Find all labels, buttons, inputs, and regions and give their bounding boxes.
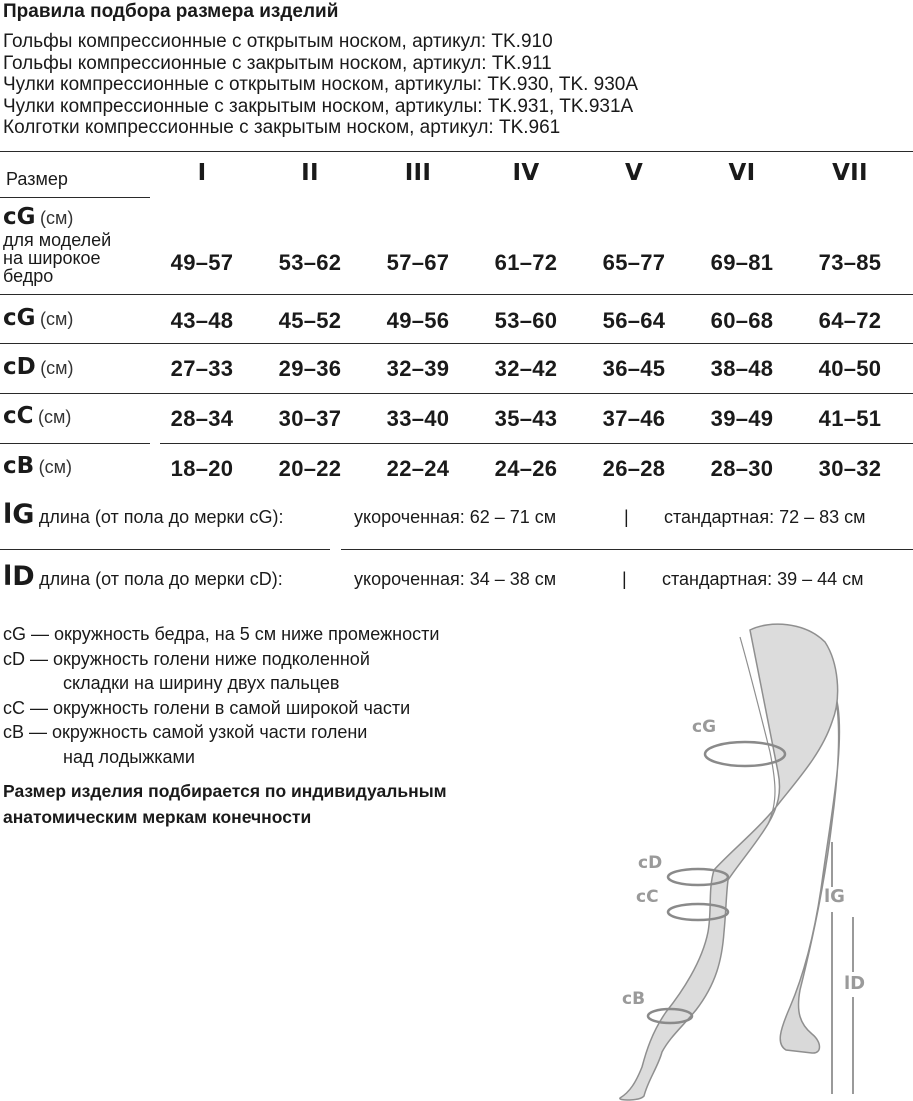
- table-cell: 41–51: [818, 406, 882, 431]
- measure-code: cG: [3, 305, 36, 331]
- measure-unit: (см): [40, 358, 74, 378]
- leg-diagram: [600, 612, 913, 1101]
- product-line: Колготки компрессионные с закрытым носком, артикул: TK.961: [3, 117, 561, 138]
- size-header-cell: II: [301, 160, 319, 186]
- table-cell: 49–56: [386, 308, 450, 333]
- row-rule: [0, 197, 150, 198]
- table-cell: 37–46: [602, 406, 666, 431]
- product-line: Чулки компрессионные с открытым носком, артикулы: TK.930, TK. 930A: [3, 74, 639, 95]
- row-note: на широкое: [3, 248, 101, 268]
- table-cell: 65–77: [602, 250, 666, 275]
- table-cell: 64–72: [818, 308, 882, 333]
- cG-ring: [705, 742, 785, 766]
- row-rule: [341, 549, 913, 550]
- size-header: Размер: [6, 169, 68, 189]
- table-cell: 61–72: [494, 250, 558, 275]
- definition-line: складки на ширину двух пальцев: [63, 673, 340, 693]
- table-cell: 56–64: [602, 308, 666, 333]
- length-standard: стандартная: 39 – 44 см: [662, 569, 864, 589]
- table-cell: 30–32: [818, 456, 882, 481]
- measure-unit: (см): [39, 208, 74, 228]
- table-cell: 32–39: [386, 356, 450, 381]
- table-cell: 29–36: [278, 356, 342, 381]
- selection-note: Размер изделия подбирается по индивидуальным анатомическим меркам конечности: [3, 781, 447, 827]
- table-cell: 30–37: [278, 406, 342, 431]
- measure-unit: (см): [37, 407, 72, 427]
- cD-label: cD: [638, 853, 663, 873]
- definition-line: над лодыжками: [63, 747, 195, 767]
- definition-line: cC — окружность голени в самой широкой части: [3, 698, 411, 718]
- table-cell: 27–33: [170, 356, 234, 381]
- table-cell: 39–49: [710, 406, 774, 431]
- size-header-cell: III: [404, 160, 432, 186]
- length-short: укороченная: 62 – 71 см: [354, 507, 557, 527]
- table-cell: 28–30: [710, 456, 774, 481]
- table-cell: 60–68: [710, 308, 774, 333]
- table-cell: 20–22: [278, 456, 342, 481]
- table-cell: 24–26: [494, 456, 558, 481]
- page-title: Правила подбора размера изделий: [3, 1, 339, 22]
- length-standard: стандартная: 72 – 83 см: [664, 507, 866, 527]
- table-cell: 36–45: [602, 356, 666, 381]
- row-label: [3, 354, 74, 380]
- row-label: [3, 204, 73, 230]
- row-note: для моделей: [3, 230, 112, 250]
- table-cell: 45–52: [278, 308, 342, 333]
- table-cell: 43–48: [170, 308, 234, 333]
- row-rule: [0, 443, 150, 444]
- cG-label: cG: [692, 717, 717, 737]
- product-line: Чулки компрессионные с закрытым носком, артикулы: TK.931, TK.931A: [3, 95, 634, 117]
- table-top-rule: [0, 151, 913, 152]
- row-rule: [0, 393, 913, 394]
- table-cell: 18–20: [170, 456, 234, 481]
- size-header-cell: IV: [512, 160, 540, 186]
- size-header-cell: VI: [728, 160, 756, 186]
- table-cell: 32–42: [494, 356, 558, 381]
- length-short: укороченная: 34 – 38 см: [354, 569, 557, 589]
- length-label: lG длина (от пола до мерки cG):: [3, 499, 284, 530]
- measure-code: cB: [3, 453, 35, 479]
- table-cell: 35–43: [494, 406, 558, 431]
- table-cell: 57–67: [386, 250, 450, 275]
- length-separator: |: [622, 569, 627, 589]
- lD-label: lD: [844, 973, 866, 994]
- length-label: lD длина (от пола до мерки cD):: [3, 561, 283, 592]
- table-cell: 49–57: [170, 250, 234, 275]
- row-rule: [0, 343, 913, 344]
- cB-label: cB: [622, 989, 646, 1009]
- row-rule: [0, 294, 913, 295]
- product-line: Гольфы компрессионные с закрытым носком, артикул: TK.911: [3, 52, 552, 74]
- table-cell: 38–48: [710, 356, 774, 381]
- definition-line: cG — окружность бедра, на 5 см ниже промежности: [3, 624, 440, 644]
- cC-label: cC: [636, 887, 659, 907]
- definition-line: cB — окружность самой узкой части голени: [3, 722, 368, 742]
- row-rule: [0, 549, 330, 550]
- product-line: Гольфы компрессионные с открытым носком, артикул: TK.910: [3, 31, 553, 52]
- measure-code: cD: [3, 354, 36, 380]
- row-rule: [160, 443, 913, 444]
- table-cell: 28–34: [170, 406, 234, 431]
- measure-code: cC: [3, 403, 34, 429]
- row-label: [3, 453, 72, 479]
- size-header-cell: I: [197, 160, 207, 186]
- measure-unit: (см): [39, 309, 74, 329]
- measure-code: lG: [3, 499, 35, 530]
- table-cell: 73–85: [818, 250, 882, 275]
- row-note: бедро: [3, 266, 54, 286]
- row-label: [3, 305, 73, 331]
- table-cell: 69–81: [710, 250, 774, 275]
- measure-code: lD: [3, 561, 35, 592]
- row-label: [3, 403, 71, 429]
- table-cell: 53–62: [278, 250, 342, 275]
- definition-line: cD — окружность голени ниже подколенной: [3, 649, 370, 669]
- table-cell: 53–60: [494, 308, 558, 333]
- table-cell: 22–24: [386, 456, 450, 481]
- size-header-cell: VII: [832, 160, 868, 186]
- measure-unit: (см): [38, 457, 72, 477]
- table-cell: 40–50: [818, 356, 882, 381]
- measure-code: cG: [3, 204, 36, 230]
- table-cell: 26–28: [602, 456, 666, 481]
- table-cell: 33–40: [386, 406, 450, 431]
- lG-label: lG: [824, 886, 845, 907]
- size-header-cell: V: [624, 160, 644, 186]
- length-separator: |: [624, 507, 629, 527]
